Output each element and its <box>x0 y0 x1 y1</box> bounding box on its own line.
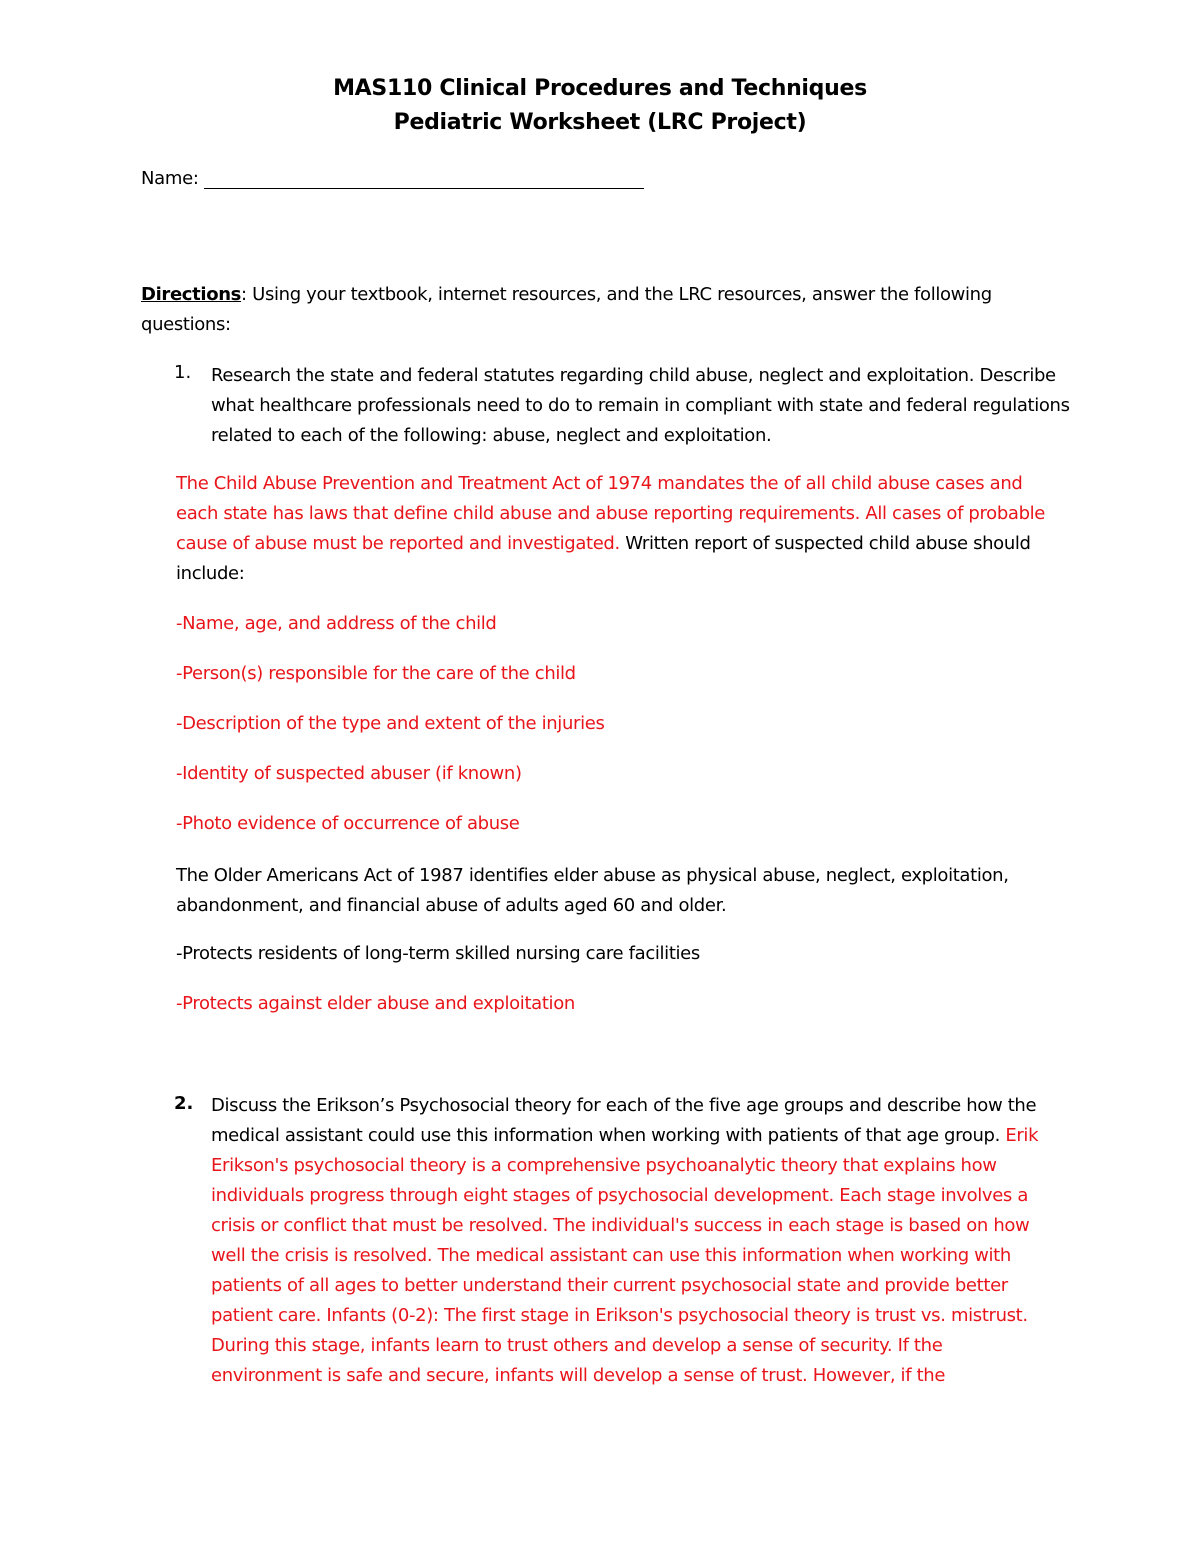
elder-item-black: -Protects residents of long-term skilled nursing care facilities <box>176 943 700 964</box>
answer-1-intro <box>176 469 1056 589</box>
question-1-text: Research the state and federal statutes regarding child abuse, neglect and exploitation. Describe what healthcare professionals need to do to remain in compliant with state and federal regulations related to each of the following: abuse, neglect and exploitation. <box>211 365 1070 446</box>
report-item: -Identity of suspected abuser (if known) <box>176 763 522 784</box>
question-2-number: 2. <box>174 1093 194 1114</box>
name-label: Name: <box>141 168 199 189</box>
directions-paragraph <box>141 280 1021 340</box>
directions-text: : Using your textbook, internet resources, and the LRC resources, answer the following questions: <box>141 284 992 335</box>
report-item: -Person(s) responsible for the care of the child <box>176 663 576 684</box>
report-item: -Name, age, and address of the child <box>176 613 497 634</box>
name-field-line <box>204 188 644 189</box>
question-1-number: 1. <box>174 362 192 383</box>
report-item: -Description of the type and extent of the injuries <box>176 713 605 734</box>
document-subtitle: Pediatric Worksheet (LRC Project) <box>393 110 807 135</box>
answer-1-intro-red: The Child Abuse Prevention and Treatment Act of 1974 mandates the of all child abuse cases and each state has laws that define child abuse and abuse reporting requirements. All cases of probable cause of abuse must be reported and investigated. <box>176 473 1046 554</box>
question-2-text: Discuss the Erikson’s Psychosocial theory for each of the five age groups and describe how the medical assistant could use this information when working with patients of that age group. <box>211 1095 1037 1146</box>
document-title: MAS110 Clinical Procedures and Techniques <box>333 76 867 101</box>
report-item: -Photo evidence of occurrence of abuse <box>176 813 520 834</box>
directions-label: Directions <box>141 284 242 305</box>
elder-item-red: -Protects against elder abuse and exploitation <box>176 993 575 1014</box>
elder-abuse-paragraph: The Older Americans Act of 1987 identifies elder abuse as physical abuse, neglect, exploitation, abandonment, and financial abuse of adults aged 60 and older. <box>176 865 1009 916</box>
answer-1-intro-black: Written report of suspected child abuse should include: <box>176 533 1031 584</box>
answer-2-text: Erik Erikson's psychosocial theory is a comprehensive psychoanalytic theory that explains how individuals progress through eight stages of psychosocial development. Each stage involves a crisis or conflict that must be resolved. The individual's success in each stage is based on how well the crisis is resolved. The medical assistant can use this information when working with patients of all ages to better understand their current psychosocial state and provide better patient care. Infants (0-2): The first stage in Erikson's psychosocial theory is trust vs. mistrust. During this stage, infants learn to trust others and develop a sense of security. If the environment is safe and secure, infants will develop a sense of trust. However, if the <box>211 1125 1039 1386</box>
question-2-paragraph <box>211 1091 1056 1391</box>
